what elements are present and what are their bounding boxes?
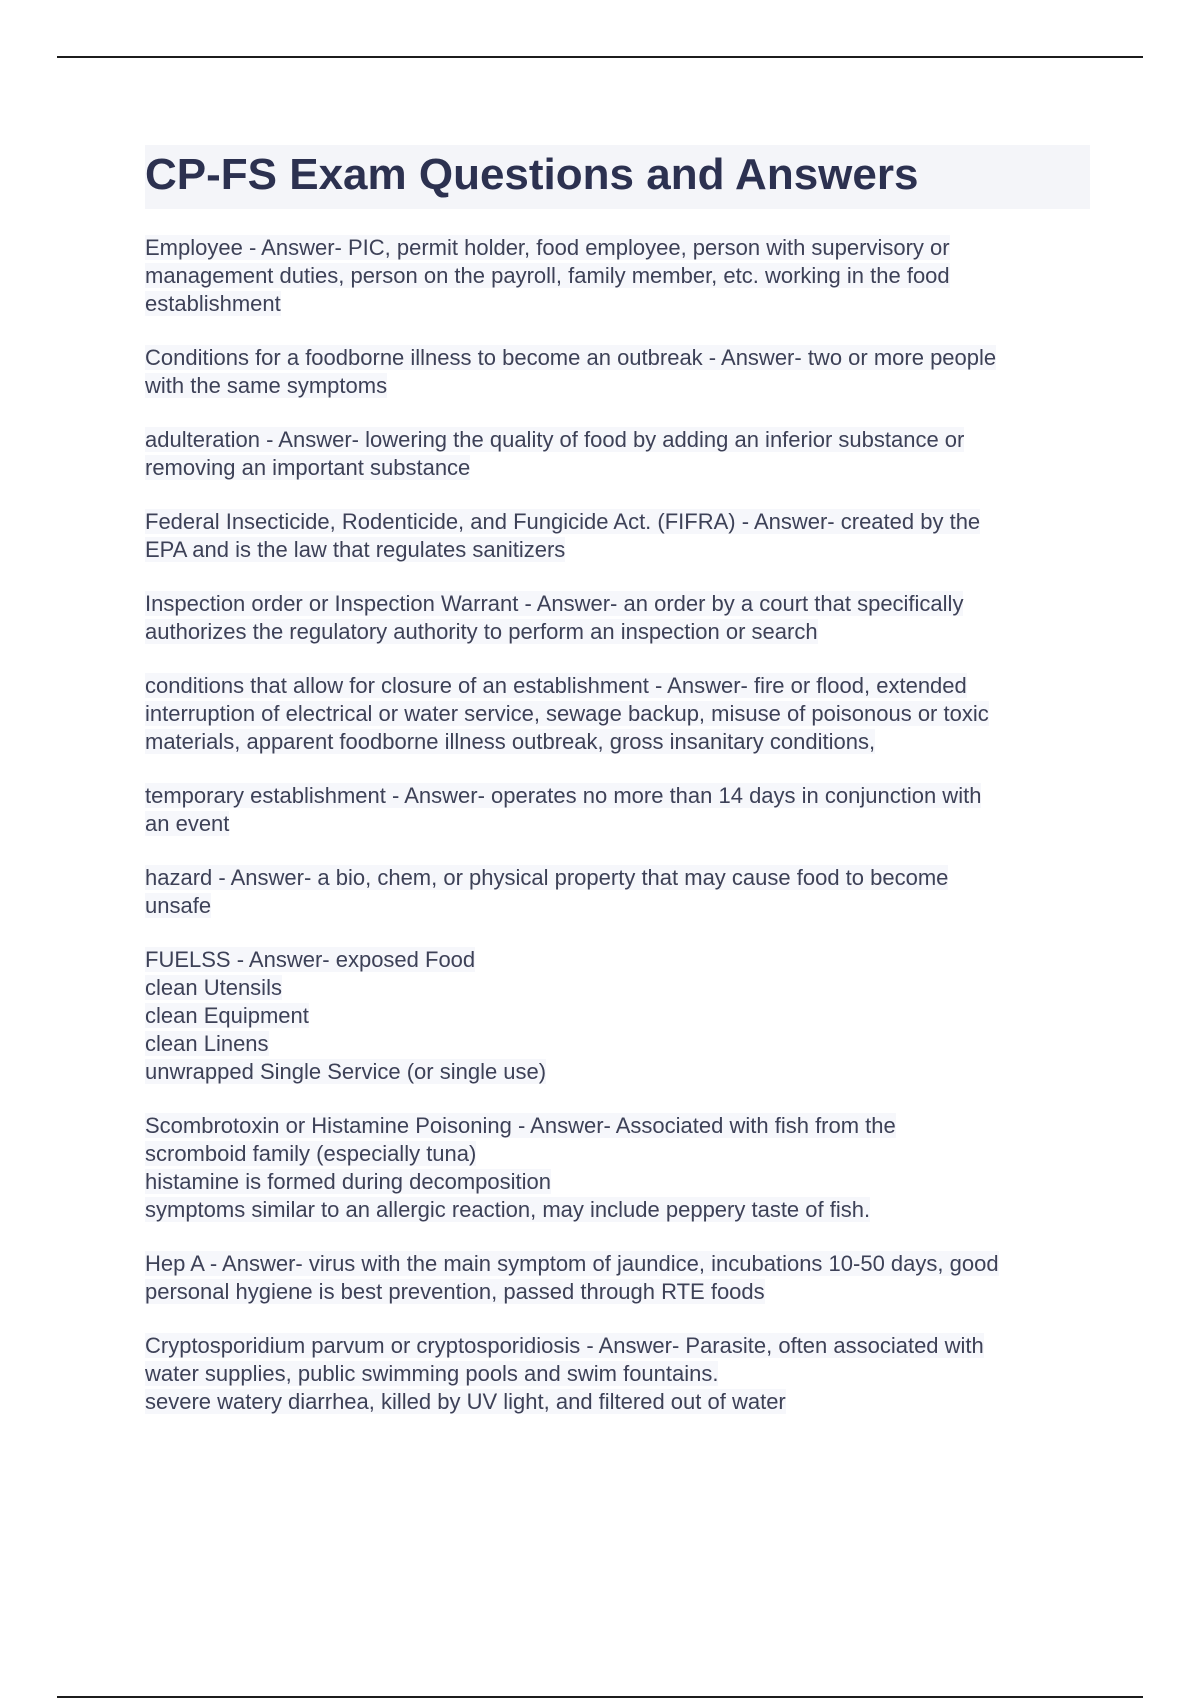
footer-rule	[57, 1696, 1143, 1698]
qa-line	[145, 1168, 1090, 1196]
qa-line-text: Scombrotoxin or Histamine Poisoning - Answer- Associated with fish from the	[145, 1113, 896, 1138]
qa-line-text: EPA and is the law that regulates sanitizers	[145, 537, 566, 562]
qa-entry	[145, 1332, 1090, 1416]
qa-line	[145, 1250, 1090, 1278]
header-rule	[57, 56, 1143, 58]
qa-line	[145, 728, 1090, 756]
qa-line	[145, 618, 1090, 646]
qa-entry	[145, 782, 1090, 838]
qa-line-text: unsafe	[145, 893, 212, 918]
qa-line-text: an event	[145, 811, 230, 836]
qa-line-text: clean Equipment	[145, 1003, 309, 1028]
qa-line-text: histamine is formed during decomposition	[145, 1169, 551, 1194]
qa-line	[145, 262, 1090, 290]
qa-line	[145, 1030, 1090, 1058]
qa-line-text: temporary establishment - Answer- operates no more than 14 days in conjunction with	[145, 783, 982, 808]
qa-line	[145, 1140, 1090, 1168]
qa-line	[145, 290, 1090, 318]
qa-line	[145, 1388, 1090, 1416]
qa-entry	[145, 426, 1090, 482]
qa-line	[145, 672, 1090, 700]
qa-line	[145, 1002, 1090, 1030]
qa-line-text: clean Utensils	[145, 975, 282, 1000]
qa-line	[145, 1196, 1090, 1224]
qa-line	[145, 946, 1090, 974]
qa-line-text: scromboid family (especially tuna)	[145, 1141, 477, 1166]
qa-line-text: interruption of electrical or water service, sewage backup, misuse of poisonous or toxic	[145, 701, 989, 726]
qa-line-text: materials, apparent foodborne illness outbreak, gross insanitary conditions,	[145, 729, 876, 754]
qa-entry	[145, 1250, 1090, 1306]
qa-entry	[145, 508, 1090, 564]
qa-line	[145, 810, 1090, 838]
qa-line-text: management duties, person on the payroll, family member, etc. working in the food	[145, 263, 950, 288]
qa-line	[145, 1360, 1090, 1388]
qa-line	[145, 344, 1090, 372]
qa-entry	[145, 672, 1090, 756]
qa-line	[145, 508, 1090, 536]
qa-line	[145, 536, 1090, 564]
qa-entry	[145, 864, 1090, 920]
qa-entry	[145, 590, 1090, 646]
qa-line-text: Cryptosporidium parvum or cryptosporidiosis - Answer- Parasite, often associated with	[145, 1333, 984, 1358]
qa-line-text: authorizes the regulatory authority to perform an inspection or search	[145, 619, 818, 644]
qa-line	[145, 1112, 1090, 1140]
qa-line-text: personal hygiene is best prevention, passed through RTE foods	[145, 1279, 765, 1304]
qa-line-text: with the same symptoms	[145, 373, 388, 398]
qa-line-text: symptoms similar to an allergic reaction, may include peppery taste of fish.	[145, 1197, 871, 1222]
qa-line-text: Inspection order or Inspection Warrant - Answer- an order by a court that specifically	[145, 591, 964, 616]
document-body	[145, 145, 1090, 1442]
qa-line-text: severe watery diarrhea, killed by UV light, and filtered out of water	[145, 1389, 786, 1414]
qa-line-text: hazard - Answer- a bio, chem, or physical property that may cause food to become	[145, 865, 949, 890]
qa-line-text: clean Linens	[145, 1031, 269, 1056]
qa-line	[145, 782, 1090, 810]
qa-line	[145, 1058, 1090, 1086]
qa-line-text: Conditions for a foodborne illness to become an outbreak - Answer- two or more people	[145, 345, 997, 370]
qa-entry	[145, 946, 1090, 1086]
qa-line	[145, 864, 1090, 892]
qa-entry	[145, 1112, 1090, 1224]
qa-line-text: Hep A - Answer- virus with the main symptom of jaundice, incubations 10-50 days, good	[145, 1251, 999, 1276]
qa-line	[145, 892, 1090, 920]
qa-line	[145, 426, 1090, 454]
qa-list	[145, 234, 1090, 1416]
qa-line	[145, 974, 1090, 1002]
qa-line-text: Employee - Answer- PIC, permit holder, food employee, person with supervisory or	[145, 235, 950, 260]
qa-line-text: Federal Insecticide, Rodenticide, and Fungicide Act. (FIFRA) - Answer- created by the	[145, 509, 981, 534]
qa-line-text: FUELSS - Answer- exposed Food	[145, 947, 476, 972]
qa-line-text: adulteration - Answer- lowering the quality of food by adding an inferior substance or	[145, 427, 965, 452]
qa-line-text: water supplies, public swimming pools and swim fountains.	[145, 1361, 719, 1386]
qa-line-text: unwrapped Single Service (or single use)	[145, 1059, 547, 1084]
qa-line	[145, 1278, 1090, 1306]
page-title: CP-FS Exam Questions and Answers	[145, 145, 1090, 209]
qa-line	[145, 700, 1090, 728]
qa-entry	[145, 234, 1090, 318]
qa-line-text: conditions that allow for closure of an establishment - Answer- fire or flood, extended	[145, 673, 967, 698]
qa-line	[145, 454, 1090, 482]
qa-line-text: establishment	[145, 291, 281, 316]
qa-line	[145, 590, 1090, 618]
qa-line	[145, 372, 1090, 400]
qa-line	[145, 1332, 1090, 1360]
qa-line-text: removing an important substance	[145, 455, 471, 480]
qa-line	[145, 234, 1090, 262]
qa-entry	[145, 344, 1090, 400]
